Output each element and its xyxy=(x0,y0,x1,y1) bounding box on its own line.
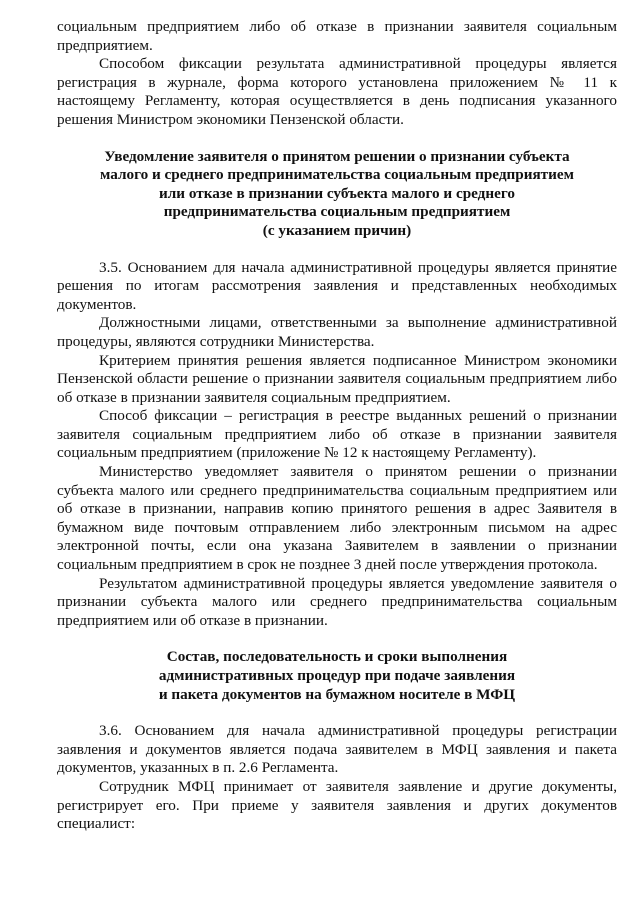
paragraph-3-5: 3.5. Основанием для начала административной процедуры является принятие решения по итогам рассмотрения заявления и представленных необходимых документов. xyxy=(57,258,617,313)
document-page xyxy=(57,18,617,834)
title-line: административных процедур при подаче заявления xyxy=(158,667,516,684)
title-line: или отказе в признании субъекта малого и среднего xyxy=(159,184,515,202)
title-line: и пакета документов на бумажном носителе в МФЦ xyxy=(158,685,516,703)
section-title-notification xyxy=(57,148,617,241)
paragraph-continuation: социальным предприятием либо об отказе в признании заявителя социальным предприятием. xyxy=(57,18,617,54)
paragraph-result: Результатом административной процедуры является уведомление заявителя о признании субъекта малого или среднего предпринимательства социальным предприятием или об отказе в признании. xyxy=(57,574,617,629)
paragraph-fixation-registry: Способ фиксации – регистрация в реестре выданных решений о признании заявителя социальным предприятием либо об отказе в признании заявителя социальным предприятием (приложение № 12 к настоящему Регламенту). xyxy=(57,407,617,462)
title-line: (с указанием причин) xyxy=(262,221,412,239)
paragraph-3-6: 3.6. Основанием для начала административной процедуры регистрации заявления и документов является подача заявителем в МФЦ заявления и пакета документов, указанных в п. 2.6 Регламента. xyxy=(57,722,617,777)
paragraph-responsible-persons: Должностными лицами, ответственными за выполнение административной процедуры, являются сотрудники Министерства. xyxy=(57,314,617,350)
paragraph-fixation-method: Способом фиксации результата административной процедуры является регистрация в журнале, форма которого установлена приложением № 11 к настоящему Регламенту, которая осуществляется в день подписания указанного решения Министром экономики Пензенской области. xyxy=(57,55,617,128)
title-line: Состав, последовательность и сроки выполнения xyxy=(166,648,508,666)
section-title-mfc xyxy=(57,648,617,704)
title-line: малого и среднего предпринимательства социальным предприятием xyxy=(100,166,574,184)
title-line: предпринимательства социальным предприятием xyxy=(163,203,511,221)
title-line: Уведомление заявителя о принятом решении о признании субъекта xyxy=(104,147,570,165)
paragraph-ministry-notifies: Министерство уведомляет заявителя о принятом решении о признании субъекта малого или среднего предпринимательства социальным предприятием или об отказе в признании, направив копию принятого решения в адрес Заявителя в бумажном виде почтовым отправлением либо электронным письмом на адрес электронной почты, если она указана Заявителем в заявлении о признании социальным предприятием в срок не позднее 3 дней после утверждения протокола. xyxy=(57,463,617,574)
paragraph-decision-criterion: Критерием принятия решения является подписанное Министром экономики Пензенской области решение о признании заявителя социальным предприятием либо об отказе в признании заявителя социальным предприятием. xyxy=(57,351,617,406)
paragraph-mfc-employee: Сотрудник МФЦ принимает от заявителя заявление и другие документы, регистрирует его. При приеме у заявителя заявления и других документов специалист: xyxy=(57,777,617,833)
